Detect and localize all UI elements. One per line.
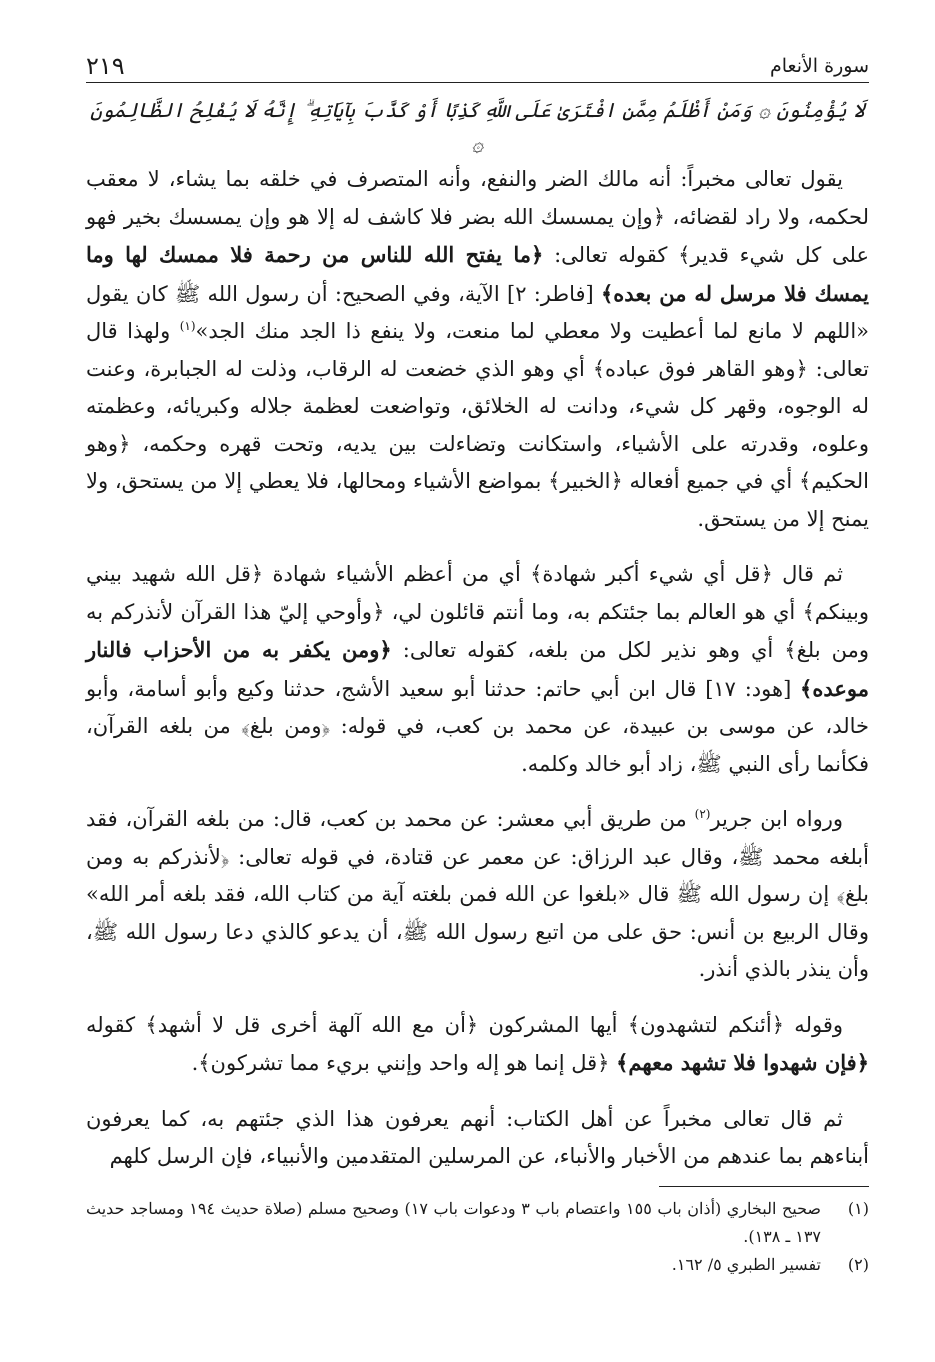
footnote [86,1251,869,1279]
text-run: ثم قال ﴿قل أي شيء أكبر شهادة﴾ أي من أعظم الأشياء شهادة ﴿قل الله شهيد بيني وبينكم﴾ أي هو العالم بما جئتكم به، وما أنتم قائلون لي، ﴿وأوحي إليّ هذا القرآن لأنذركم به ومن بلغ﴾ أي وهو نذير لكل من بلغه، كقوله تعالى: [86,562,870,662]
paragraph [86,1007,869,1083]
text-run: ﴿قل إنما هو إله واحد وإنني بريء مما تشركون﴾. [191,1051,617,1075]
body-text [86,161,869,1176]
text-run: [فاطر: ٢] الآية، وفي الصحيح: أن رسول الله ﷺ كان يقول «اللهم لا مانع لما أعطيت ولا معطي لما منعت، ولا ينفع ذا الجد منك الجد» [86,281,870,343]
text-run: [هود: ١٧] قال ابن أبي حاتم: حدثنا أبو سعيد الأشج، حدثنا وكيع وأبو أسامة، وأبو خالد، عن موسى بن عبيدة، عن محمد بن كعب، في قوله: ﴿ومن بلغ﴾ من بلغه القرآن، فكأنما رأى النبي ﷺ، زاد أبو خالد وكلمه. [86,676,869,776]
footnote [86,1195,869,1251]
footnote-separator [659,1186,869,1187]
text-run: وقوله ﴿أئنكم لتشهدون﴾ أيها المشركون ﴿أن مع الله آلهة أخرى قل لا أشهد﴾ كقوله [86,1012,843,1037]
paragraph-gap [86,538,869,556]
text-run: ثم قال تعالى مخبراً عن أهل الكتاب: أنهم يعرفون هذا الذي جئتهم به، كما يعرفون أبناءهم بما عندهم من الأخبار والأنباء، عن المرسلين المتقدمين والأنبياء، فإن الرسل كلهم [86,1106,869,1168]
paragraph-gap [86,989,869,1007]
page-number: ٢١٩ [86,52,125,80]
text-run: ولهذا قال تعالى: ﴿وهو القاهر فوق عباده﴾ أي وهو الذي خضعت له الرقاب، وذلت له الجبابرة، وعنت له الوجوه، وقهر كل شيء، ودانت له الخلائق، وتواضعت لعظمة جلاله وكبريائه، وعظمته وعلوه، وقدرته على الأشياء، واستكانت وتضاءلت بين يديه، وتحت قهره وحكمه، ﴿وهو الحكيم﴾ أي في جميع أفعاله ﴿الخبير﴾ بمواضع الأشياء ومحالها، فلا يعطي إلا من يستحق، ولا يمنح إلا من يستحق. [86,319,869,531]
footnote-number: (٢) [847,1254,869,1274]
quoted-verse: ﴿فإن شهدوا فلا تشهد معهم﴾ [616,1050,869,1075]
paragraph [86,556,869,783]
paragraph [86,801,869,989]
footnotes [86,1195,869,1279]
surah-title: سورة الأنعام [769,55,869,77]
paragraph [86,161,869,538]
page-header [86,44,869,83]
footnote-number: (١) [847,1198,869,1218]
quran-verse: لَا يُؤْمِنُونَ ۞ وَمَنْ أَظْلَمُ مِمَّنِ افْتَرَىٰ عَلَى اللَّهِ كَذِبًا أَوْ كَذَّبَ بِآيَاتِهِ ۗ إِنَّهُ لَا يُفْلِحُ الظَّالِمُونَ ۞ [90,98,865,156]
footnote-text: تفسير الطبري ٥/ ١٦٢. [671,1254,821,1274]
paragraph-gap [86,1083,869,1101]
paragraph [86,1101,869,1176]
quoted-verse: ﴿ومن يكفر به من الأحزاب فالنار موعده﴾ [86,637,869,701]
text-run: ورواه ابن جرير [710,807,844,831]
text-run: يقول تعالى مخبراً: أنه مالك الضر والنفع، وأنه المتصرف في خلقه بما يشاء، لا معقب لحكمه، ولا راد لقضائه، ﴿وإن يمسسك الله بضر فلا كاشف له إلا هو وإن يمسسك بخير فهو على كل شيء قدير﴾ كقوله تعالى: [86,167,869,267]
footnote-ref: (٢) [694,807,711,821]
paragraph-gap [86,783,869,801]
text-run: من طريق أبي معشر: عن محمد بن كعب، قال: من بلغه القرآن، فقد أبلغه محمد ﷺ، وقال عبد الرزاق: عن معمر عن قتادة، في قوله تعالى: ﴿لأنذركم به ومن بلغ﴾ إن رسول الله ﷺ قال «بلغوا عن الله فمن بلغته آية من كتاب الله، فقد بلغه أمر الله» وقال الربيع بن أنس: حق على من اتبع رسول الله ﷺ، أن يدعو كالذي دعا رسول الله ﷺ، وأن ينذر بالذي أنذر. [86,807,869,981]
quoted-verse: ﴿ما يفتح الله للناس من رحمة فلا ممسك لها وما يمسك فلا مرسل له من بعده﴾ [86,242,869,306]
footnote-text: صحيح البخاري (أذان باب ١٥٥ واعتصام باب ٣ ودعوات باب ١٧) وصحيح مسلم (صلاة حديث ١٩٤ ومساجد حديث ١٣٧ ـ ١٣٨). [86,1198,822,1246]
footnote-ref: (١) [179,319,196,333]
